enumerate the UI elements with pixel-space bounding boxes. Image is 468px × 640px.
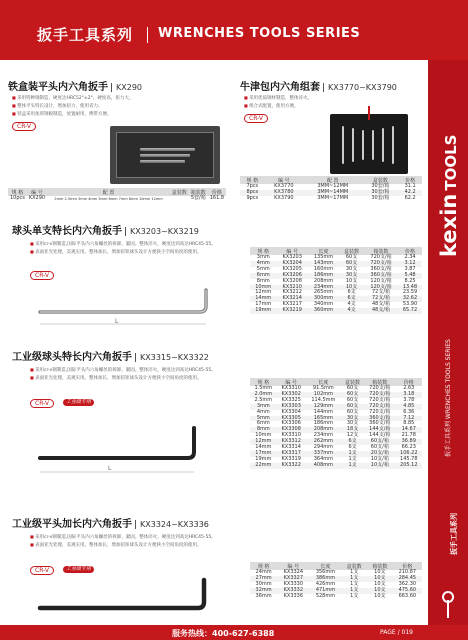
- product-image-kx3315-ball-wrench: [30, 420, 220, 480]
- spec-table-kx290: 规 格 编 号 配 置 盒装数 箱装数 价格 10pcs KX290 2mm 2.5mm 3mm 4mm 5mm 6mm 7mm 8mm 10mm 12mm 5套/箱 161.8: [9, 189, 225, 201]
- header-title-cn: 扳手工具系列: [37, 26, 134, 44]
- product-image-kx3770-pouch: [330, 114, 408, 174]
- service-hotline: 服务热线：400-627-6388: [172, 629, 275, 638]
- header-separator: [147, 27, 148, 43]
- spec-table-kx3324: 规 格 编 号 长度 盒装数 箱装数 价格 24mm KX3324 356mm 1支 10支 210.87 27mm KX3327 386mm 1支 10支 284.45 30mm KX3330 426mm 1支 10支 362.30 32mm KX3332 471mm 1支 10支 475.60 36mm KX3336 528mm 1支 10支 663.60: [250, 562, 422, 600]
- page-number: PAGE / 019: [380, 629, 413, 636]
- material-badge: CR-V: [244, 114, 268, 123]
- section-kx290-features: ■ 采用特种钢制造，硬度达HRC52°±2°，硬度高，扭力大。 ■ 整体平头特长设计，增加扭力，使用省力。 ■ 铁盒采用加厚钢板制造，放置耐用，携带方便。: [12, 94, 212, 118]
- section-kx290-title: 铁盒装平头内六角扳手 KX290: [8, 82, 142, 93]
- brand-logo: kexinTOOLS: [437, 134, 461, 257]
- section-kx3324-title: 工业级平头加长内六角扳手 KX3324~KX3336: [12, 519, 209, 530]
- material-badge: CR-V: [30, 271, 54, 280]
- spec-table-kx3770: 规 格 编 号 配 置 盒装数 价格 7pcs KX3770 3MM~12MM 30套/箱 31.1 8pcs KX3780 3MM~14MM 30套/箱 42.2 9pcs KX3790 3MM~17MM 30套/箱 62.2: [240, 176, 422, 202]
- section-kx3315-features: ■ 采用cr-v钢制造,国际平头内六角螺丝的拆卸、紧固。整体淬火，硬度达到高达HRC45-55。 ■ 表面亚光处理，美观实用。整体加长，增加扭矩球头设计方便狭小空间角度的使用。: [30, 366, 230, 382]
- section-kx3203-title: 球头单支特长内六角扳手 KX3203~KX3219: [12, 226, 199, 237]
- product-image-kx3324-flat-wrench: [30, 574, 220, 620]
- spec-table-kx3203: 规 格 编 号 长度 盒装数 箱装数 价格 3mm KX3203 135mm 60支 720支/箱 2.34 4mm KX3204 143mm 60支 720支/箱 3.12 5mm KX3205 160mm 30支 360支/箱 3.87 6mm KX3206 186mm 30支 360支/箱 5.48 8mm KX3208 208mm 10支 120支/箱 8.25 10mm KX3210 234mm 10支 120支/箱 13.48 12mm KX3212 265mm 6支 72支/箱 23.59 14mm KX3214 300mm 6支 72支/箱 32.62 17mm KX3217 340mm 4支 48支/箱 53.90 19mm KX3219 360mm 4支 48支/箱 65.72: [250, 247, 422, 314]
- section-kx3770-title: 牛津包内六角组套 KX3770~KX3790: [240, 82, 397, 93]
- spec-table-kx3315: 规 格 编 号 长度 盒装数 箱装数 价格 1.5mm KX3310 91.5mm 60支 720支/箱 2.63 2.0mm KX3302 102mm 60支 720支/箱 3.18 2.5mm KX3325 114.5mm 60支 720支/箱 3.78 3mm KX3303 129mm 60支 720支/箱 4.85 4mm KX3304 144mm 60支 720支/箱 6.36 5mm KX3305 165mm 30支 360支/箱 7.12 6mm KX3306 186mm 30支 360支/箱 8.85 8mm KX3308 208mm 18支 144支/箱 14.67 10mm KX3310 234mm 12支 144支/箱 21.78 12mm KX3312 262mm 6支 60支/箱 36.89 14mm KX3314 294mm 6支 60支/箱 66.23 17mm KX3317 337mm 1支 20支/箱 106.22 19mm KX3319 364mm 1支 10支/箱 145.78 22mm KX3322 408mm 1支 10支/箱 205.12: [250, 378, 422, 469]
- product-image-kx3203-ball-wrench: [30, 282, 220, 332]
- material-badge: CR-V: [30, 566, 54, 575]
- page-header: [0, 0, 468, 60]
- product-image-kx290-case: [110, 126, 220, 184]
- section-kx3315-title: 工业级球头特长内六角扳手 KX3315~KX3322: [12, 352, 209, 363]
- length-dimension-label: L: [115, 318, 119, 325]
- section-kx3770-features: ■ 采用优质钢材制造，整体淬火。 ■ 组合式配置，使用方便。: [244, 94, 419, 110]
- header-title-en: WRENCHES TOOLS SERIES: [158, 26, 361, 41]
- industrial-grade-tag: 工业级专用: [63, 566, 94, 573]
- section-kx3324-features: ■ 采用cr-v钢制造,国际平头内六角螺丝的拆卸、紧固。整体淬火，硬度达到高达HRC45-55。 ■ 表面亚光处理，美观实用。整体加长，增加扭矩球头设计方便狭小空间角度的使用。: [30, 533, 230, 549]
- material-badge: CR-V: [30, 399, 54, 408]
- length-dimension-label: L: [108, 465, 112, 472]
- industrial-grade-tag: 工业级专用: [63, 399, 94, 406]
- wrench-icon: [440, 590, 456, 620]
- material-badge: CR-V: [12, 122, 36, 131]
- sidebar-series-text: 扳手工具系列 WRENCHES TOOLS SERIES: [445, 339, 452, 457]
- section-kx3203-features: ■ 采用cr-v钢制造,国际平头内六角螺丝的拆卸、紧固。整体淬火，硬度达到高达HRC45-55。 ■ 表面亚光处理，美观实用。整体加长，增加扭矩球头设计方便狭小空间角度的使用。: [30, 240, 230, 256]
- sidebar-bottom-text: 扳手工具系列: [450, 513, 458, 555]
